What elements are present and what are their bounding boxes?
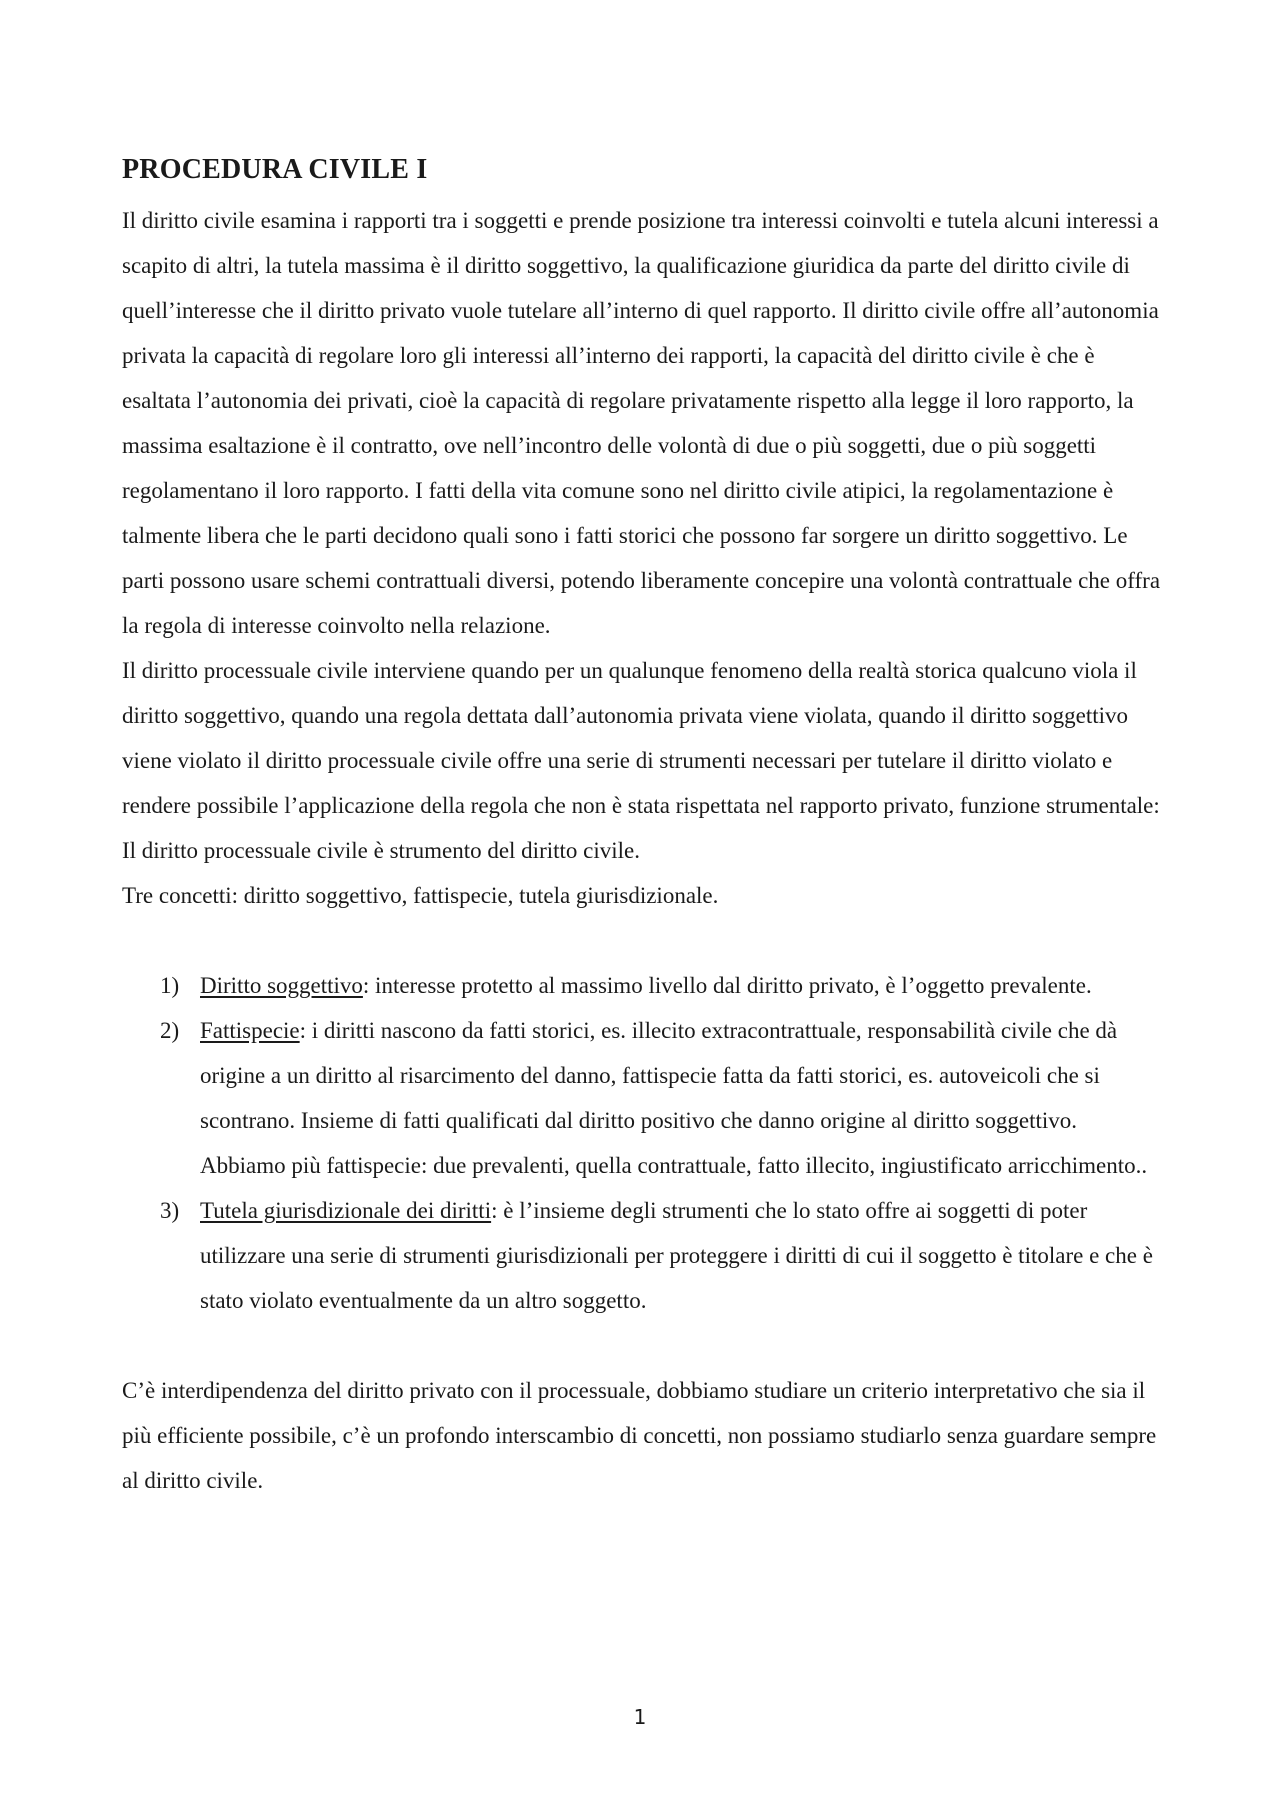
- list-item: [122, 1008, 1162, 1188]
- page-number: 1: [633, 1705, 647, 1729]
- list-item-text: : i diritti nascono da fatti storici, es. illecito extracontrattuale, responsabilità civile che dà origine a un diritto al risarcimento del danno, fattispecie fatta da fatti storici, es. autoveicoli che si scontrano. Insieme di fatti qualificati dal diritto positivo che danno origine al diritto soggettivo. Abbiamo più fattispecie: due prevalenti, quella contrattuale, fatto illecito, ingiustificato arricchimento..: [200, 1018, 1148, 1178]
- list-item-term: Diritto soggettivo: [200, 973, 363, 998]
- list-item-term: Fattispecie: [200, 1018, 300, 1043]
- list-item-term: Tutela giurisdizionale dei diritti: [200, 1198, 492, 1223]
- list-item-number: 2): [160, 1018, 180, 1043]
- paragraph-concepts: Tre concetti: diritto soggettivo, fattispecie, tutela giurisdizionale.: [122, 883, 719, 908]
- list-item: [122, 1188, 1162, 1323]
- spacer: [122, 918, 1162, 963]
- list-item: [122, 963, 1162, 1008]
- spacer: [122, 1323, 1162, 1368]
- list-item-text: : interesse protetto al massimo livello dal diritto privato, è l’oggetto prevalente.: [362, 973, 1092, 998]
- paragraph-interdependence: C’è interdipendenza del diritto privato con il processuale, dobbiamo studiare un criterio interpretativo che sia il più efficiente possibile, c’è un profondo interscambio di concetti, non possiamo studiarlo senza guardare sempre al diritto civile.: [122, 1378, 1157, 1493]
- list-item-text: : è l’insieme degli strumenti che lo stato offre ai soggetti di poter utilizzare una serie di strumenti giurisdizionali per proteggere i diritti di cui il soggetto è titolare e che è stato violato eventualmente da un altro soggetto.: [200, 1198, 1153, 1313]
- paragraph-intro: Il diritto civile esamina i rapporti tra i soggetti e prende posizione tra interessi coinvolti e tutela alcuni interessi a scapito di altri, la tutela massima è il diritto soggettivo, la qualificazione giuridica da parte del diritto civile di quell’interesse che il diritto privato vuole tutelare all’interno di quel rapporto. Il diritto civile offre all’autonomia privata la capacità di regolare loro gli interessi all’interno dei rapporti, la capacità del diritto civile è che è esaltata l’autonomia dei privati, cioè la capacità di regolare privatamente rispetto alla legge il loro rapporto, la massima esaltazione è il contratto, ove nell’incontro delle volontà di due o più soggetti, due o più soggetti regolamentano il loro rapporto. I fatti della vita comune sono nel diritto civile atipici, la regolamentazione è talmente libera che le parti decidono quali sono i fatti storici che possono far sorgere un diritto soggettivo. Le parti possono usare schemi contrattuali diversi, potendo liberamente concepire una volontà contrattuale che offra la regola di interesse coinvolto nella relazione.: [122, 208, 1161, 638]
- list-item-number: 3): [160, 1198, 180, 1223]
- paragraph-procedural: Il diritto processuale civile interviene quando per un qualunque fenomeno della realtà storica qualcuno viola il diritto soggettivo, quando una regola dettata dall’autonomia privata viene violata, quando il diritto soggettivo viene violato il diritto processuale civile offre una serie di strumenti necessari per tutelare il diritto violato e rendere possibile l’applicazione della regola che non è stata rispettata nel rapporto privato, funzione strumentale: Il diritto processuale civile è strumento del diritto civile.: [122, 658, 1160, 863]
- document-page: [122, 150, 1162, 1503]
- document-title: PROCEDURA CIVILE I: [122, 154, 428, 185]
- list-item-number: 1): [160, 973, 180, 998]
- concepts-list: [122, 963, 1162, 1323]
